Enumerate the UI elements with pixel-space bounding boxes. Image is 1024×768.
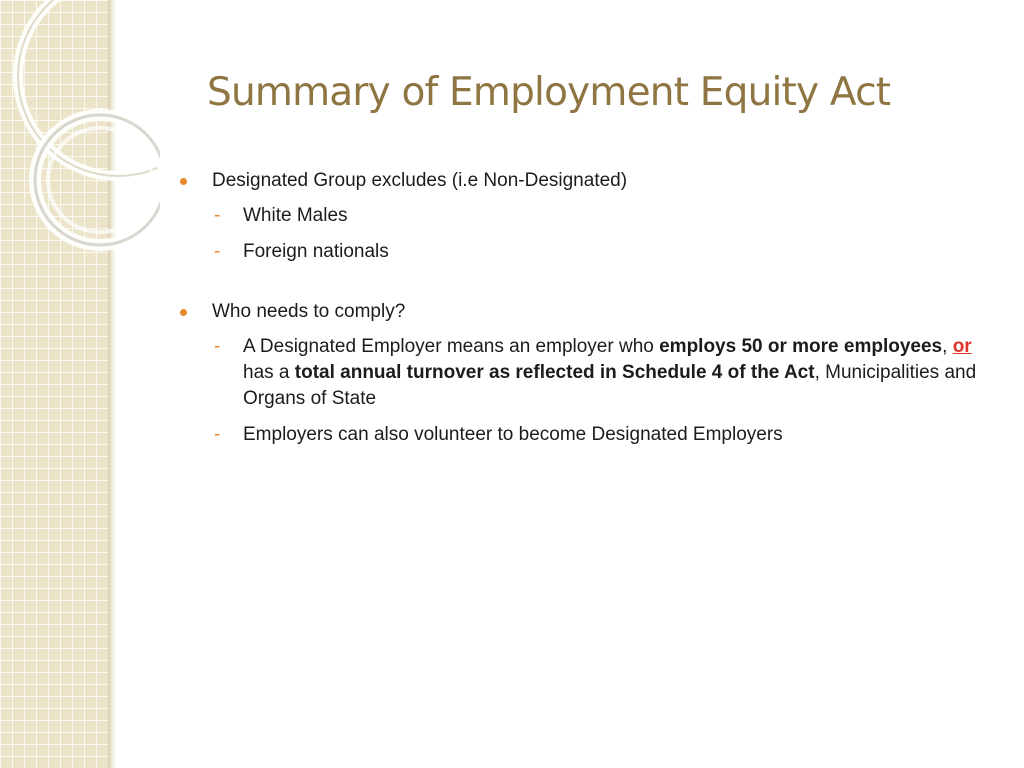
sub-item [176,203,996,229]
dash-icon: - [214,241,221,262]
sub-item-text: Foreign nationals [243,241,389,262]
text-fragment: has a [243,362,295,383]
bullet-text: Designated Group excludes (i.e Non-Designated) [212,170,628,191]
bullet-dot-icon [180,309,187,316]
slide-title: Summary of Employment Equity Act [207,70,891,115]
text-fragment: A Designated Employer means an employer who [243,336,660,357]
sub-item [176,334,996,412]
dash-icon: - [214,205,221,226]
bold-turnover-schedule: total annual turnover as reflected in Schedule 4 of the Act [294,362,815,383]
sub-item-text: White Males [243,205,348,226]
dash-icon: - [214,424,221,445]
sub-item [176,239,996,265]
bullet-text: Who needs to comply? [212,301,406,322]
dash-icon: - [214,336,221,357]
text-fragment: , Municipalities and Organs of State [243,362,977,409]
sub-item-text: Employers can also volunteer to become Designated Employers [243,424,783,445]
emphasis-or: or [952,336,972,357]
text-fragment: , [942,336,953,357]
section-designated-group [176,168,996,265]
bullet-item [176,168,996,194]
decorative-rings [0,0,160,300]
bold-employees-threshold: employs 50 or more employees [659,336,943,357]
sub-item [176,422,996,448]
sub-item-text [243,336,976,409]
section-who-complies [176,299,996,448]
slide-content [176,168,996,482]
bullet-item [176,299,996,325]
bullet-dot-icon [180,178,187,185]
